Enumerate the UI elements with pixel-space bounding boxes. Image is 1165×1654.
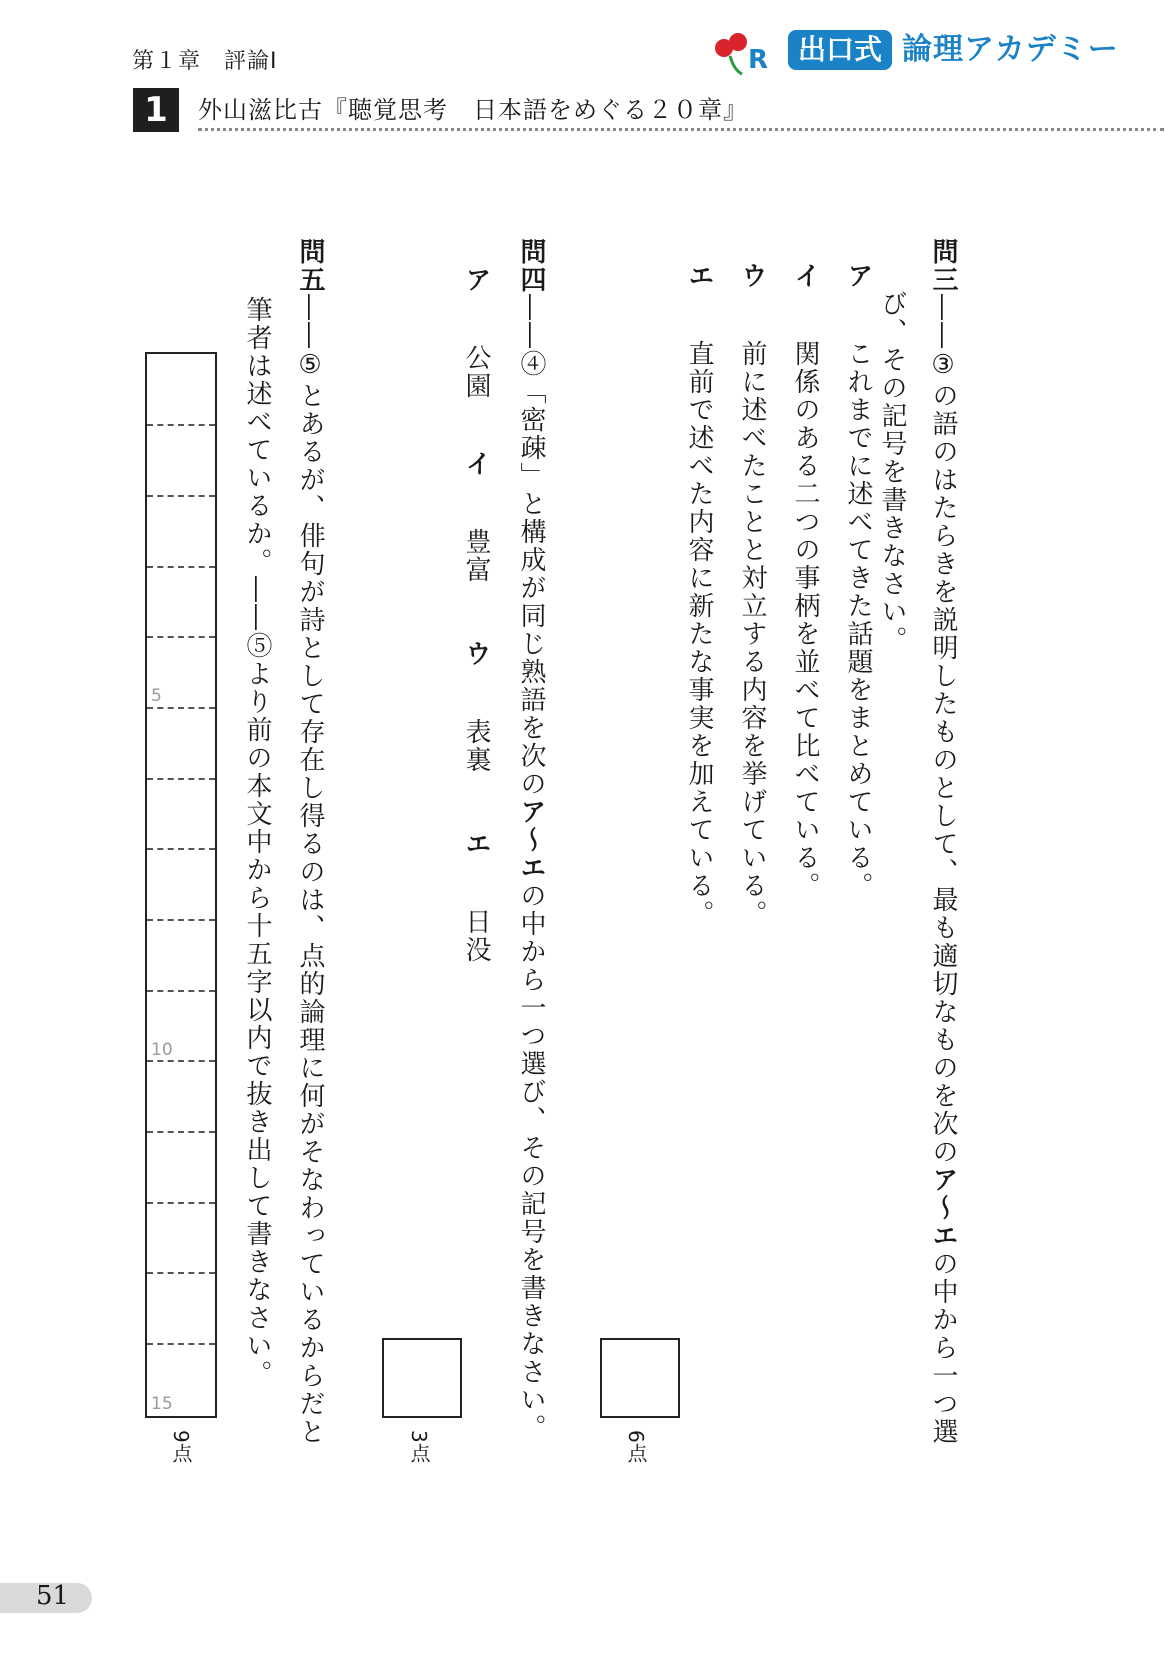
grid-cell-divider xyxy=(147,1202,215,1204)
grid-cell-divider xyxy=(147,1272,215,1274)
q5-prompt-line2: 筆者は述べているか。――⑤より前の本文中から十五字以内で抜き出して書きなさい。 xyxy=(242,296,272,1388)
q3-prompt-line2: び、その記号を書きなさい。 xyxy=(877,290,907,654)
q4-option-u: ウ表裏 xyxy=(461,640,491,774)
grid-mark-5: 5 xyxy=(151,686,162,706)
brand-logo-icon xyxy=(712,30,778,78)
q4-points: 3点 xyxy=(407,1430,431,1463)
page-number: 51 xyxy=(36,1581,70,1611)
q5-points: 9点 xyxy=(169,1430,193,1463)
q3-option-e: エ直前で述べた内容に新たな事実を加えている。 xyxy=(684,262,714,928)
q3-option-i: イ関係のある二つの事柄を並べて比べている。 xyxy=(790,262,820,900)
grid-cell-divider xyxy=(147,919,215,921)
grid-cell-divider xyxy=(147,566,215,568)
grid-mark-15: 15 xyxy=(151,1394,173,1414)
q4-answer-box[interactable] xyxy=(382,1338,462,1418)
grid-cell-divider xyxy=(147,1343,215,1345)
brand-name: 論理アカデミー xyxy=(902,32,1119,67)
grid-mark-10: 10 xyxy=(151,1040,173,1060)
grid-cell-divider xyxy=(147,495,215,497)
grid-cell-divider xyxy=(147,424,215,426)
grid-cell-divider xyxy=(147,1060,215,1062)
q4-label: 問四 xyxy=(516,238,546,294)
q5-answer-grid[interactable] xyxy=(145,352,217,1418)
section-number-badge: 1 xyxy=(133,88,179,132)
q5-prompt-line1: 問五――⑤とあるが、俳句が詩として存在し得るのは、点的論理に何がそなわっているからだと xyxy=(295,238,325,1446)
q5-label: 問五 xyxy=(295,238,325,294)
chapter-heading: 第１章 評論Ⅰ xyxy=(132,49,278,74)
q4-option-e: エ日没 xyxy=(461,830,491,964)
brand-badge: 出口式 xyxy=(788,30,892,70)
grid-cell-divider xyxy=(147,778,215,780)
q3-option-u: ウ前に述べたことと対立する内容を挙げている。 xyxy=(737,262,767,928)
q3-label: 問三 xyxy=(928,238,958,294)
grid-cell-divider xyxy=(147,848,215,850)
q3-points: 6点 xyxy=(624,1430,648,1463)
q4-prompt: 問四――④「密疎」と構成が同じ熟語を次のア～エの中から一つ選び、その記号を書きなさい。 xyxy=(516,238,546,1442)
q3-option-a: アこれまでに述べてきた話題をまとめている。 xyxy=(843,262,873,900)
title-dotted-rule xyxy=(198,128,1164,131)
q3-prompt-line1: 問三――③の語のはたらきを説明したものとして、最も適切なものを次のア～エの中から一つ選 xyxy=(928,238,958,1446)
q4-option-i: イ豊富 xyxy=(461,450,491,584)
grid-cell-divider xyxy=(147,990,215,992)
grid-cell-divider xyxy=(147,707,215,709)
grid-cell-divider xyxy=(147,636,215,638)
logo-letter: R xyxy=(748,45,769,75)
q3-answer-box[interactable] xyxy=(600,1338,680,1418)
work-title: 外山滋比古『聴覚思考 日本語をめぐる２０章』 xyxy=(198,96,748,124)
q4-option-a: ア公園 xyxy=(461,266,491,400)
grid-cell-divider xyxy=(147,1131,215,1133)
